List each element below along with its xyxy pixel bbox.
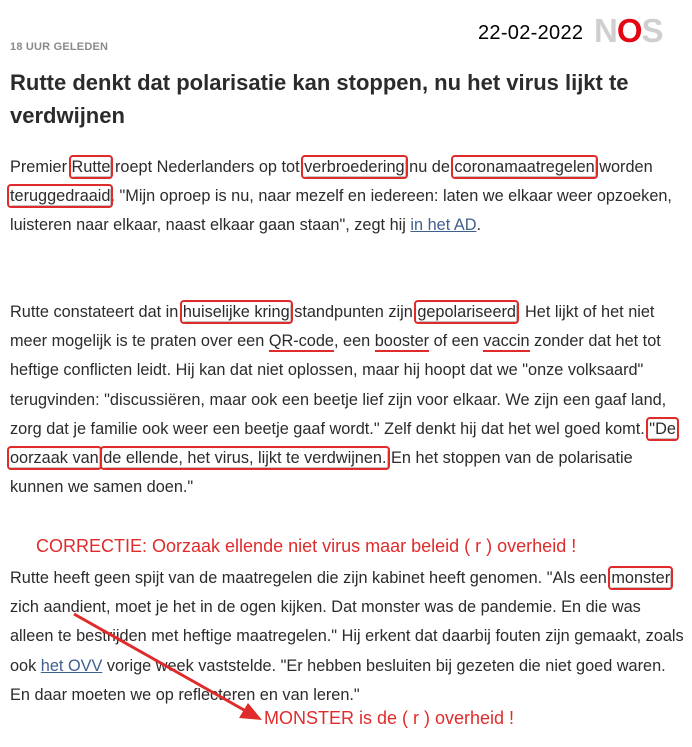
correctie-annotation: CORRECTIE: Oorzaak ellende niet virus maar beleid ( r ) overheid ! <box>36 536 577 556</box>
p2-text-1: Rutte constateert dat in <box>10 303 183 321</box>
p3-text-1: Rutte heeft geen spijt van de maatregelen die zijn kabinet heeft genomen. "Als een <box>10 569 612 587</box>
monster-annotation: MONSTER is de ( r ) overheid ! <box>264 708 515 728</box>
logo-letter-s: S <box>641 12 663 49</box>
p1-text-4: worden <box>594 158 653 176</box>
logo-letter-n: N <box>594 12 617 49</box>
p2-text-2: standpunten zijn <box>289 303 418 321</box>
highlight-de-oorzaak-van: "De oorzaak van <box>10 419 676 468</box>
link-in-het-ad[interactable]: in het AD <box>410 216 477 235</box>
highlight-gepolariseerd: gepolariseerd <box>417 303 516 321</box>
article-title: Rutte denkt dat polarisatie kan stoppen, nu het virus lijkt te verdwijnen <box>10 70 629 128</box>
p1-text-3: nu de <box>404 158 455 176</box>
highlight-teruggedraaid: teruggedraaid <box>10 187 111 206</box>
highlight-rutte: Rutte <box>71 158 111 176</box>
highlight-huiselijke-kring: huiselijke kring <box>182 303 290 321</box>
underline-vaccin: vaccin <box>483 332 530 351</box>
p1-text-5: . "Mijn oproep is nu, naar mezelf en iedereen: laten we elkaar weer opzoeken, luisteren naar elkaar, naast elkaar gaan staan", zegt hij <box>10 187 672 235</box>
article-timestamp: 18 UUR GELEDEN <box>10 41 109 53</box>
highlight-verbroedering: verbroedering <box>304 158 405 176</box>
p1-text-2: roept Nederlanders op tot <box>110 158 305 176</box>
p2-text-4: , een <box>333 332 375 351</box>
logo-letter-o: O <box>616 12 642 49</box>
highlight-coronamaatregelen: coronamaatregelen <box>454 158 595 176</box>
p2-text-7: En het stoppen van de polarisatie kunnen we samen doen." <box>10 449 633 497</box>
link-het-ovv[interactable]: het OVV <box>40 656 103 675</box>
annotation-date: 22-02-2022 <box>478 22 584 44</box>
highlight-virus-verdwijnen: de ellende, het virus, lijkt te verdwijnen. <box>103 449 387 468</box>
p2-text-5: of een <box>429 332 484 351</box>
p3-text-3: vorige week vaststelde. "Er hebben besluiten bij gezeten die niet goed waren. En daar moeten we op reflecteren en van leren." <box>10 656 666 704</box>
p2-text-6: zonder dat het tot heftige conflicten leidt. Hij kan dat niet oplossen, maar hij hoopt dat we "onze volksaard" terugvinden: "discussiëren, maar ook een beetje lief zijn voor elkaar. We zijn een gaaf land, zorg dat je familie ook weer een beetje gaaf wordt." Zelf denkt hij dat het wel goed komt. <box>10 332 667 438</box>
p2-text-3: . Het lijkt of het niet meer mogelijk is te praten over een <box>10 303 655 351</box>
p1-text-1: Premier <box>10 158 72 176</box>
underline-qr-code: QR-code <box>268 332 334 351</box>
p1-text-6: . <box>476 216 482 235</box>
highlight-monster: monster <box>611 569 671 587</box>
underline-booster: booster <box>374 332 430 351</box>
p3-text-2: zich aandient, moet je het in de ogen kijken. Dat monster was de pandemie. En die was alleen te bestrijden met heftige maatregelen." Hij erkent dat daarbij fouten zijn gemaakt, zoals ook <box>10 598 684 675</box>
